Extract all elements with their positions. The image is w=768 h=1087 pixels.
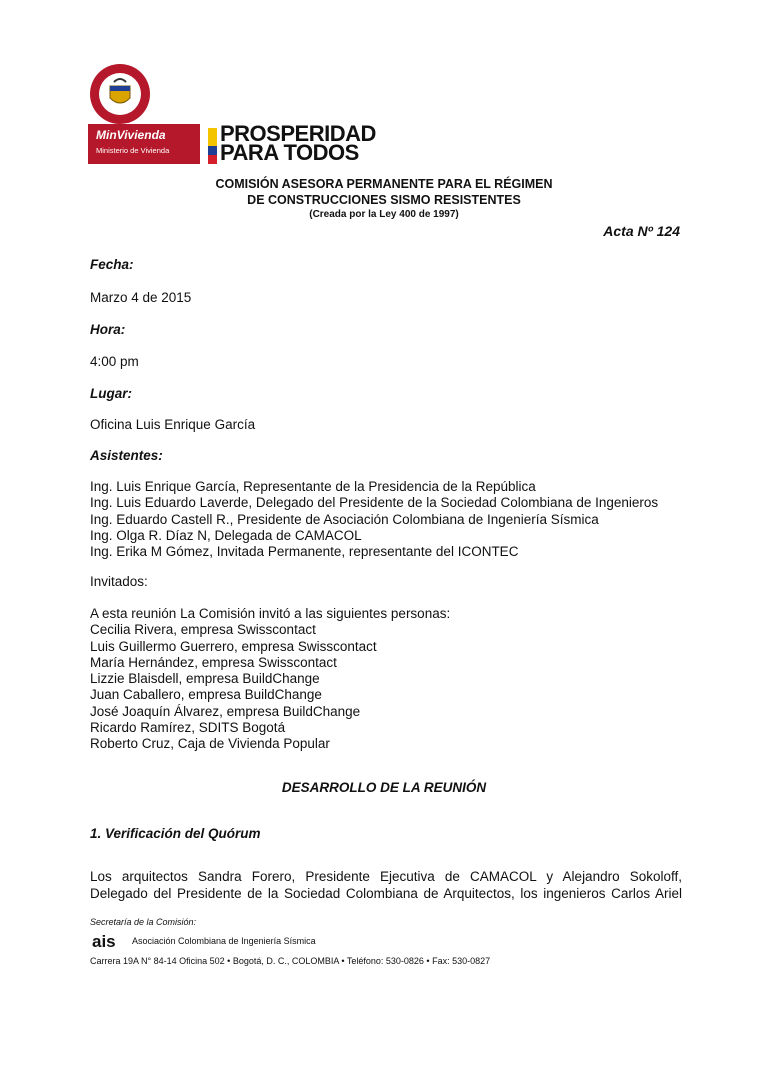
desarrollo-heading: DESARROLLO DE LA REUNIÓN	[281, 780, 487, 795]
ais-logo	[92, 933, 126, 949]
minvivienda-logo	[88, 124, 200, 164]
list-item: José Joaquín Álvarez, empresa BuildChange	[90, 703, 361, 719]
colombia-seal-logo	[88, 62, 152, 126]
fecha-label: Fecha:	[90, 257, 134, 272]
acta-number: Acta Nº 124	[603, 223, 680, 239]
prosperidad-line2: PARA TODOS	[220, 140, 359, 165]
header-line-3: (Creada por la Ley 400 de 1997)	[309, 209, 459, 220]
list-item: Lizzie Blaisdell, empresa BuildChange	[90, 671, 320, 687]
list-item: Cecilia Rivera, empresa Swisscontact	[90, 622, 316, 638]
list-item: Ing. Erika M Gómez, Invitada Permanente, representante del ICONTEC	[90, 544, 519, 560]
prosperidad-line1: PROSPERIDAD	[220, 121, 376, 146]
invitados-label: Invitados:	[90, 574, 148, 589]
section-1-paragraph	[90, 868, 682, 902]
hora-value: 4:00 pm	[90, 354, 139, 369]
prosperidad-logo	[220, 121, 376, 165]
lugar-label: Lugar:	[90, 386, 132, 401]
lugar-value: Oficina Luis Enrique García	[90, 417, 256, 432]
list-item: Ing. Luis Enrique García, Representante de la Presidencia de la República	[90, 479, 536, 494]
list-item: Juan Caballero, empresa BuildChange	[90, 687, 322, 703]
footer-ais-name: Asociación Colombiana de Ingeniería Sísmica	[132, 936, 316, 946]
minvivienda-subtitle: Ministerio de Vivienda	[96, 146, 170, 155]
header-line-2: DE CONSTRUCCIONES SISMO RESISTENTES	[247, 193, 521, 207]
list-item: Ing. Luis Eduardo Laverde, Delegado del Presidente de la Sociedad Colombiana de Ingenieros	[90, 495, 659, 511]
hora-label: Hora:	[90, 322, 126, 337]
list-item: Ing. Olga R. Díaz N, Delegada de CAMACOL	[90, 527, 362, 543]
colombia-flag-icon	[208, 128, 217, 164]
list-item: Ing. Eduardo Castell R., Presidente de Asociación Colombiana de Ingeniería Sísmica	[90, 511, 599, 527]
invitados-intro: A esta reunión La Comisión invitó a las siguientes personas:	[90, 606, 451, 621]
minvivienda-title: MinVivienda	[96, 128, 166, 142]
paragraph-line: Delegado del Presidente de la Sociedad Colombiana de Arquitectos, los ingenieros Carlos Ariel	[90, 886, 682, 901]
footer-address: Carrera 19A N° 84-14 Oficina 502 • Bogotá, D. C., COLOMBIA • Teléfono: 530-0826 • Fax: 530-0827	[90, 956, 491, 966]
ais-logo-text: ais	[92, 933, 116, 949]
header-line-1: COMISIÓN ASESORA PERMANENTE PARA EL RÉGIMEN	[215, 177, 553, 191]
list-item: Luis Guillermo Guerrero, empresa Swisscontact	[90, 638, 377, 654]
invitados-list	[90, 606, 450, 753]
list-item: Ricardo Ramírez, SDITS Bogotá	[90, 720, 286, 736]
section-1-title: 1. Verificación del Quórum	[90, 826, 261, 841]
list-item: María Hernández, empresa Swisscontact	[90, 654, 337, 670]
asistentes-list	[90, 479, 658, 560]
fecha-value: Marzo 4 de 2015	[90, 290, 192, 305]
asistentes-label: Asistentes:	[90, 448, 163, 463]
footer-secretaria: Secretaría de la Comisión:	[90, 917, 197, 927]
paragraph-line: Los arquitectos Sandra Forero, Presidente Ejecutiva de CAMACOL y Alejandro Sokoloff,	[90, 869, 682, 884]
list-item: Roberto Cruz, Caja de Vivienda Popular	[90, 736, 330, 752]
